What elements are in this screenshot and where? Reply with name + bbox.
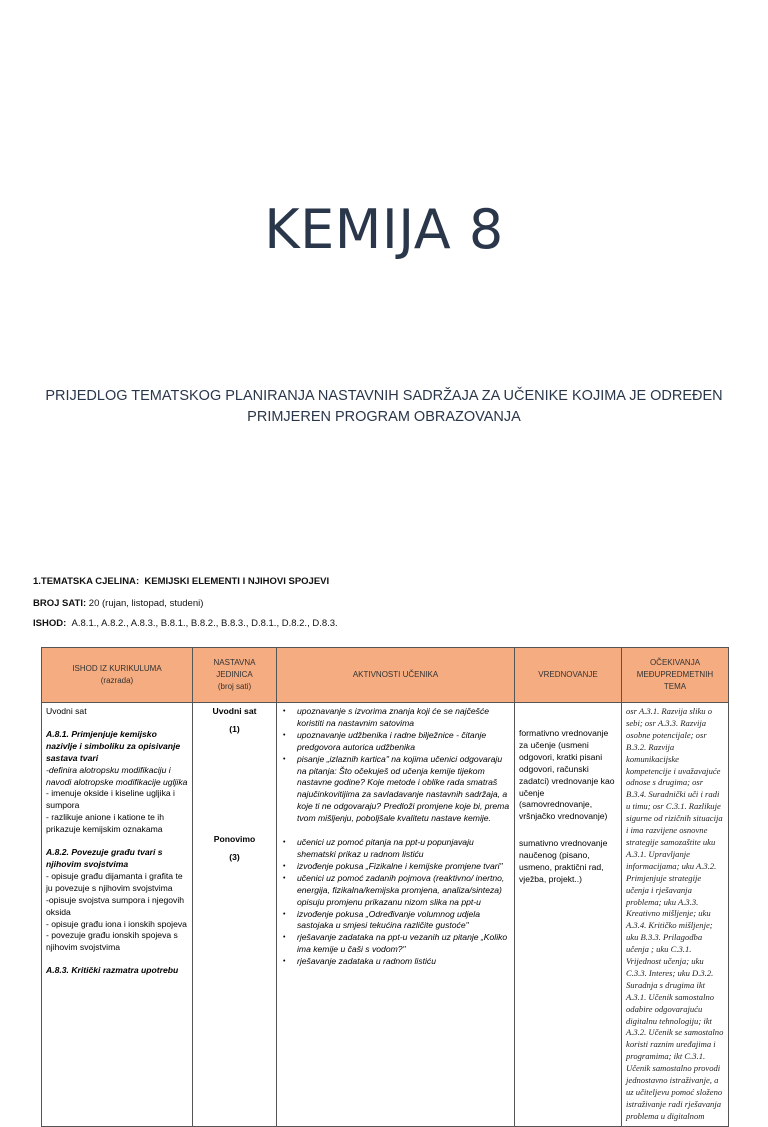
outcome-a2-line: -opisuje svojstva sumpora i njegovih oksida: [46, 894, 185, 917]
formative-assessment: formativno vrednovanje za učenje (usmeni odgovori, kratki pisani odgovori, računski zadatci) vrednovanje kao učenje (samovrednovanje, vršnjačko vrednovanje): [519, 728, 615, 822]
hours-label: BROJ SATI: [33, 598, 83, 609]
header-outcome: ISHOD IZ KURIKULUMA (razrada): [42, 648, 193, 703]
subtitle-line-1: PRIJEDLOG TEMATSKOG PLANIRANJA NASTAVNIH SADRŽAJA ZA UČENIKE KOJIMA JE ODREĐEN: [45, 388, 723, 404]
outcome-a1-line: - imenuje okside i kiseline ugljika i sumpora: [46, 788, 175, 811]
document-title: KEMIJA 8: [264, 198, 504, 261]
list-item: • pisanje „izlaznih kartica" na kojima učenici odgovaraju na pitanja: Što očekuješ od učenja kemije tijekom nastavne godine? Koje metode i oblike rada smatraš najučinkovitijima za savladavanje nastavnih sadržaja, a koje ti ne odgovaraju? Predloži promjene koje bi, prema tvom mišljenju, poboljšale kvalitetu nastave kemije.: [295, 754, 510, 825]
outcome-a1-line: -definira alotropsku modifikaciju i navodi alotropske modifikacije ugljika: [46, 764, 188, 787]
header-assessment: VREDNOVANJE: [515, 648, 622, 703]
teaching-unit-cell: [193, 703, 277, 1127]
unit-review: Ponovimo: [213, 833, 256, 844]
outcomes-cell: [42, 703, 193, 1127]
hours-value: 20 (rujan, listopad, studeni): [88, 598, 204, 609]
table-header-row: [42, 648, 729, 703]
unit-intro-hours: (1): [229, 723, 240, 734]
crosscurricular-cell: [622, 703, 729, 1127]
thematic-unit-label: 1.TEMATSKA CJELINA: [33, 576, 136, 587]
unit-review-hours: (3): [229, 851, 240, 862]
list-item: • rješavanje zadataka na ppt-u vezanih uz pitanje „Koliko ima kemije u čaši s vodom?": [295, 932, 510, 956]
planning-table: [41, 647, 729, 1127]
assessment-cell: [515, 703, 622, 1127]
outcome-a3-title: A.8.3. Kritički razmatra upotrebu: [46, 965, 179, 976]
list-item: • rješavanje zadataka u radnom listiću: [295, 956, 510, 968]
outcome-a2-line: - povezuje građu ionskih spojeva s njihovim svojstvima: [46, 930, 178, 953]
outcome-a2-line: - opisuje građu dijamanta i grafita te ju povezuje s njihovim svojstvima: [46, 870, 183, 893]
outcome-line: ISHOD: A.8.1., A.8.2., A.8.3., B.8.1., B.8.2., B.8.3., D.8.1., D.8.2., D.8.3.: [33, 618, 338, 629]
hours-line: BROJ SATI: 20 (rujan, listopad, studeni): [33, 598, 204, 609]
document-subtitle: [0, 386, 768, 428]
thematic-unit-line: 1.TEMATSKA CJELINA: KEMIJSKI ELEMENTI I NJIHOVI SPOJEVI: [33, 576, 330, 587]
outcome-a1-title: A.8.1. Primjenjuje kemijsko nazivlje i simboliku za opisivanje sastava tvari: [46, 728, 181, 763]
list-item: • izvođenje pokusa „Određivanje volumnog udjela sastojaka u smjesi tekućina različite gustoće": [295, 909, 510, 933]
unit-intro: Uvodni sat: [212, 706, 257, 716]
outcome-a2-title: A.8.2. Povezuje građu tvari s njihovim svojstvima: [46, 847, 163, 869]
crosscurricular-text: osr A.3.1. Razvija sliku o sebi; osr A.3.3. Razvija osobne potencijale; osr B.3.2. Razvija komunikacijske kompetencije i uvažavajuće odnose s drugima; osr B.3.4. Suradnički uči i radi u timu; osr C.3.1. Razlikuje sigurne od rizičnih situacija i ima razvijene osnovne strategije samozaštite uku A.3.1. Upravljanje informacijama; uku A.3.2. Primjenjuje strategije učenja i rješavanja problema; uku A.3.3. Kreativno mišljenje; uku A.3.4. Kritičko mišljenje; uku B.3.3. Prilagodba učenja ; uku C.3.1. Vrijednost učenja; uku C.3.3. Interes; uku D.3.2. Suradnja s drugima ikt A.3.1. Učenik samostalno odabire odgovarajuću digitalnu tehnologiju; ikt A.3.2. Učenik se samostalno koristi raznim uređajima i programima; ikt C.3.1. Učenik samostalno provodi jednostavno istraživanje, a uz učiteljevu pomoć složeno istraživanje radi rješavanja problema u digitalnom: [626, 706, 724, 1121]
list-item: • upoznavanje udžbenika i radne bilježnice - čitanje predgovora autorica udžbenika: [295, 730, 510, 754]
list-item: • izvođenje pokusa „Fizikalne i kemijske promjene tvari": [295, 861, 510, 873]
outcome-a1-line: - razlikuje anione i katione te ih prikazuje kemijskim oznakama: [46, 812, 164, 835]
header-crosscurricular: OČEKIVANJA MEĐUPREDMETNIH TEMA: [622, 648, 729, 703]
activities-cell: [277, 703, 515, 1127]
header-teaching-unit: NASTAVNA JEDINICA (broj sati): [193, 648, 277, 703]
outcome-label: ISHOD: [33, 618, 64, 629]
thematic-unit-value: KEMIJSKI ELEMENTI I NJIHOVI SPOJEVI: [144, 576, 330, 587]
table-row: [42, 703, 729, 1127]
outcome-value: A.8.1., A.8.2., A.8.3., B.8.1., B.8.2., B.8.3., D.8.1., D.8.2., D.8.3.: [71, 618, 338, 629]
outcome-a2-line: - opisuje građu iona i ionskih spojeva: [46, 918, 187, 929]
activities-list-intro: [281, 706, 510, 825]
list-item: • učenici uz pomoć pitanja na ppt-u popunjavaju shematski prikaz u radnom listiću: [295, 837, 510, 861]
subtitle-line-2: PRIMJEREN PROGRAM OBRAZOVANJA: [247, 409, 521, 425]
list-item: • učenici uz pomoć zadanih pojmova (reaktivno/ inertno, energija, fizikalna/kemijska promjena, analiza/sinteza) opisuju promjenu prikazanu nizom slika na ppt-u: [295, 873, 510, 909]
intro-label: Uvodni sat: [46, 706, 87, 716]
list-item: • upoznavanje s izvorima znanja koji će se najčešće koristiti na nastavnim satovima: [295, 706, 510, 730]
summative-assessment: sumativno vrednovanje naučenog (pisano, usmeno, praktični rad, vježba, projekt..): [519, 838, 608, 884]
header-activities: AKTIVNOSTI UČENIKA: [277, 648, 515, 703]
activities-list-review: [281, 837, 510, 968]
